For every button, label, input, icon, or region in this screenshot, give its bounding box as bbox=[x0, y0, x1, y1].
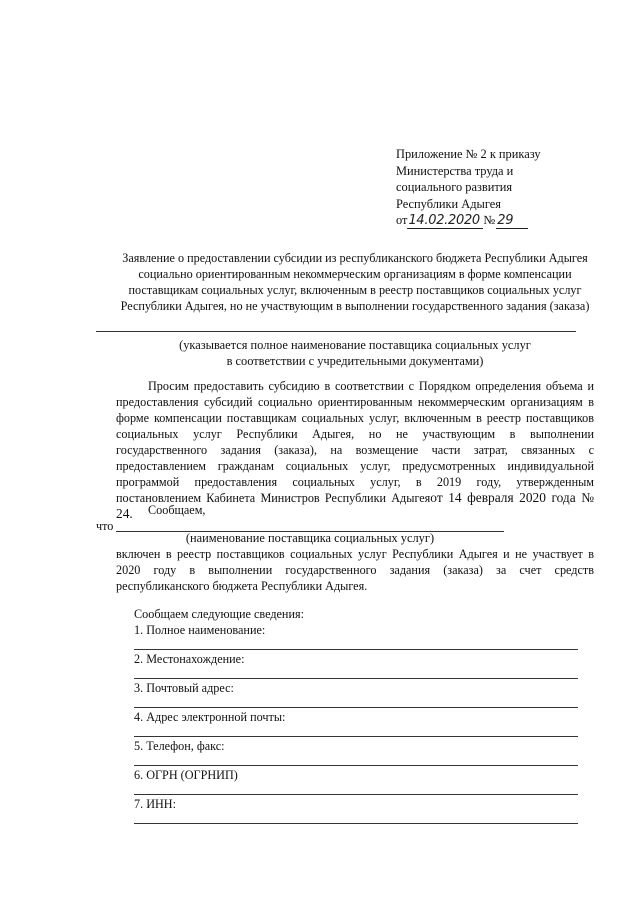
request-paragraph bbox=[116, 378, 594, 522]
field-email-line[interactable] bbox=[134, 736, 578, 737]
request-paragraph-tail: от 14 февраля 2020 года № 24. bbox=[116, 490, 594, 521]
info-intro: Сообщаем следующие сведения: bbox=[134, 607, 304, 621]
annex-block bbox=[396, 146, 541, 229]
inform-text: Сообщаем, bbox=[148, 503, 206, 517]
field-full-name bbox=[134, 622, 578, 650]
provider-caption-line-2: в соответствии с учредительными документами) bbox=[226, 353, 484, 368]
provider-name-line[interactable] bbox=[96, 331, 576, 332]
field-ogrn-label: 6. ОГРН (ОГРНИП) bbox=[134, 768, 238, 782]
provider-name-caption: (наименование поставщика социальных услуг) bbox=[185, 531, 435, 545]
handwritten-date: 14.02.2020 bbox=[407, 214, 483, 229]
field-postal-address-label: 3. Почтовый адрес: bbox=[134, 681, 234, 695]
field-postal-address-line[interactable] bbox=[134, 707, 578, 708]
field-phone-fax bbox=[134, 738, 578, 766]
field-phone-fax-label: 5. Телефон, факс: bbox=[134, 739, 225, 753]
field-phone-fax-line[interactable] bbox=[134, 765, 578, 766]
field-inn-label: 7. ИНН: bbox=[134, 797, 176, 811]
field-location-label: 2. Местонахождение: bbox=[134, 652, 245, 666]
number-sign: № bbox=[483, 213, 496, 227]
annex-line-2: Министерства труда и bbox=[396, 163, 514, 178]
field-full-name-label: 1. Полное наименование: bbox=[134, 623, 266, 637]
annex-date-line bbox=[396, 212, 541, 229]
date-prefix: от bbox=[396, 213, 408, 227]
field-postal-address bbox=[134, 680, 578, 708]
field-inn-line[interactable] bbox=[134, 823, 578, 824]
field-full-name-line[interactable] bbox=[134, 649, 578, 650]
handwritten-number: 29 bbox=[496, 214, 528, 229]
field-location-line[interactable] bbox=[134, 678, 578, 679]
provider-caption bbox=[116, 338, 594, 369]
application-title: Заявление о предоставлении субсидии из республиканского бюджета Республики Адыгея социально ориентированным некоммерческим организациям в форме компенсации поставщикам социальных услуг, включенным в реестр поставщиков социальных услуг Республики Адыгея, но не участвующим в выполнении государственного задания (заказа) bbox=[120, 251, 590, 313]
field-location bbox=[134, 651, 578, 679]
field-inn bbox=[134, 796, 578, 824]
provider-caption-line-1: (указывается полное наименование поставщика социальных услуг bbox=[179, 338, 531, 352]
field-ogrn-line[interactable] bbox=[134, 794, 578, 795]
annex-line-3: социального развития bbox=[396, 180, 513, 194]
that-label: что bbox=[96, 519, 114, 533]
annex-line-1: Приложение № 2 к приказу bbox=[396, 147, 541, 161]
field-email bbox=[134, 709, 578, 737]
annex-line-4: Республики Адыгея bbox=[396, 196, 501, 211]
included-paragraph: включен в реестр поставщиков социальных услуг Республики Адыгея и не участвует в 2020 году в выполнении государственного задания (заказа) за счет средств республиканского бюджета Республики Адыгея. bbox=[116, 547, 594, 593]
field-ogrn bbox=[134, 767, 578, 795]
request-paragraph-text: Просим предоставить субсидию в соответствии с Порядком определения объема и предоставления субсидий социально ориентированным некоммерческим организациям в форме компенсации поставщикам социальных услуг, включенным в реестр поставщиков социальных услуг Республики Адыгея, но не участвующим в выполнении государственного задания (заказа), на возмещение части затрат, связанных с предоставлением гражданам социальных услуг, предусмотренных индивидуальной программой предоставления социальных услуг, в 2019 году, утвержденным постановлением Кабинета Министров Республики Адыгея bbox=[116, 379, 594, 505]
field-email-label: 4. Адрес электронной почты: bbox=[134, 710, 286, 724]
